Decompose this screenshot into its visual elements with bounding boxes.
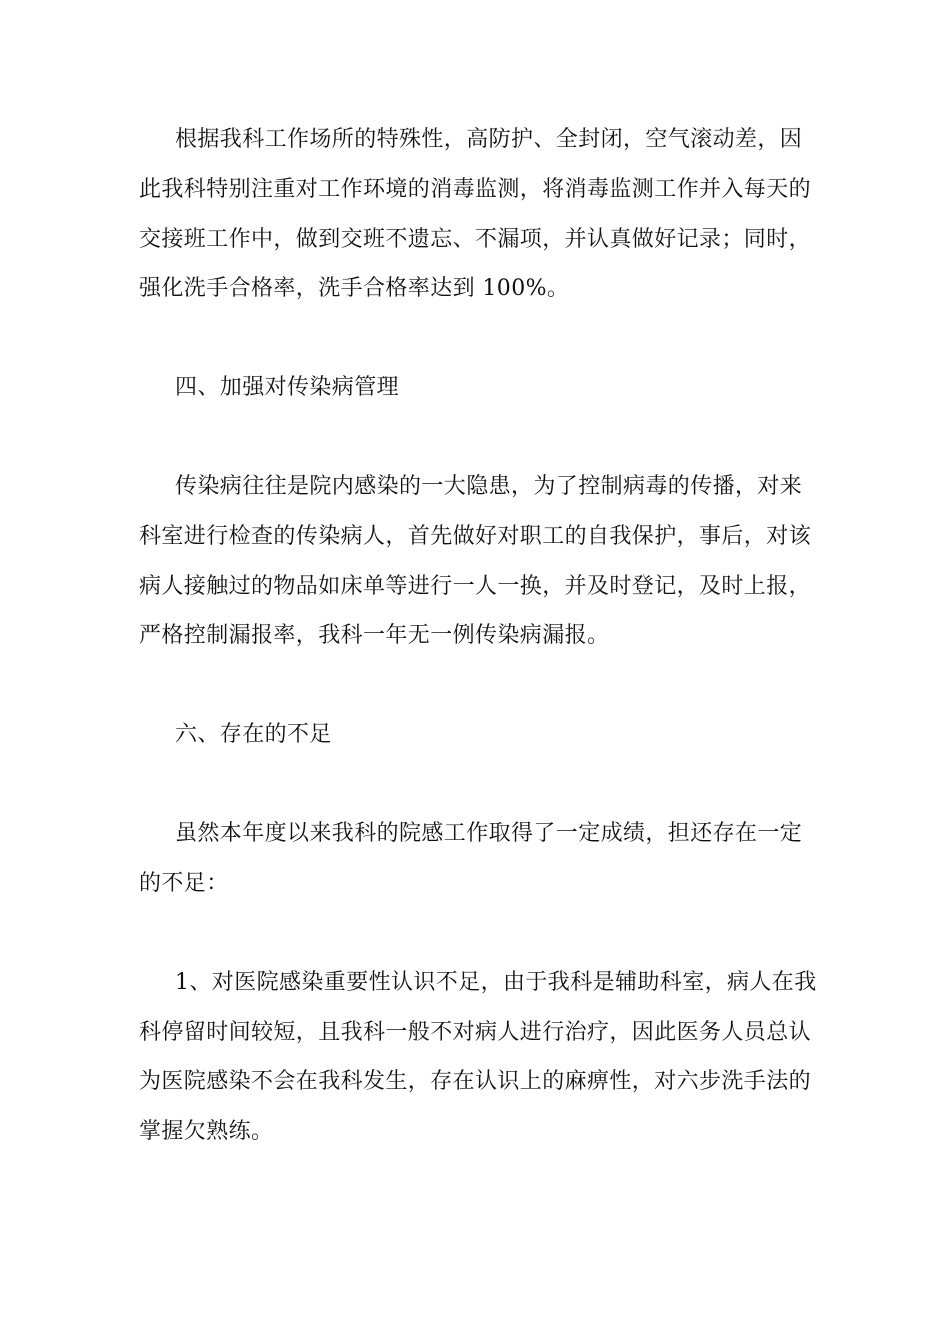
- paragraph-line: 根据我科工作场所的特殊性，高防护、全封闭，空气滚动差，因: [175, 127, 803, 152]
- paragraph-line: 掌握欠熟练。: [139, 1119, 274, 1144]
- paragraph-line: 科停留时间较短，且我科一般不对病人进行治疗，因此医务人员总认: [139, 1020, 812, 1045]
- paragraph-line: 为医院感染不会在我科发生，存在认识上的麻痹性，对六步洗手法的: [139, 1069, 812, 1094]
- paragraph-line: 虽然本年度以来我科的院感工作取得了一定成绩，担还存在一定: [175, 821, 803, 846]
- section-heading: 四、加强对传染病管理: [175, 375, 400, 400]
- paragraph-line: 此我科特别注重对工作环境的消毒监测，将消毒监测工作并入每天的: [139, 177, 812, 202]
- paragraph-line: 科室进行检查的传染病人，首先做好对职工的自我保护，事后，对该: [139, 524, 812, 549]
- paragraph-line: 病人接触过的物品如床单等进行一人一换，并及时登记，及时上报，: [139, 574, 812, 599]
- paragraph-line: 严格控制漏报率，我科一年无一例传染病漏报。: [139, 623, 610, 648]
- paragraph-line: 交接班工作中，做到交班不遗忘、不漏项，并认真做好记录；同时，: [139, 227, 812, 252]
- paragraph-line: 1、对医院感染重要性认识不足，由于我科是辅助科室，病人在我: [175, 970, 817, 995]
- paragraph-line: 传染病往往是院内感染的一大隐患，为了控制病毒的传播，对来: [175, 474, 803, 499]
- paragraph-line: 强化洗手合格率，洗手合格率达到 100%。: [139, 276, 570, 301]
- paragraph-line: 的不足：: [139, 871, 229, 896]
- section-heading: 六、存在的不足: [175, 722, 332, 747]
